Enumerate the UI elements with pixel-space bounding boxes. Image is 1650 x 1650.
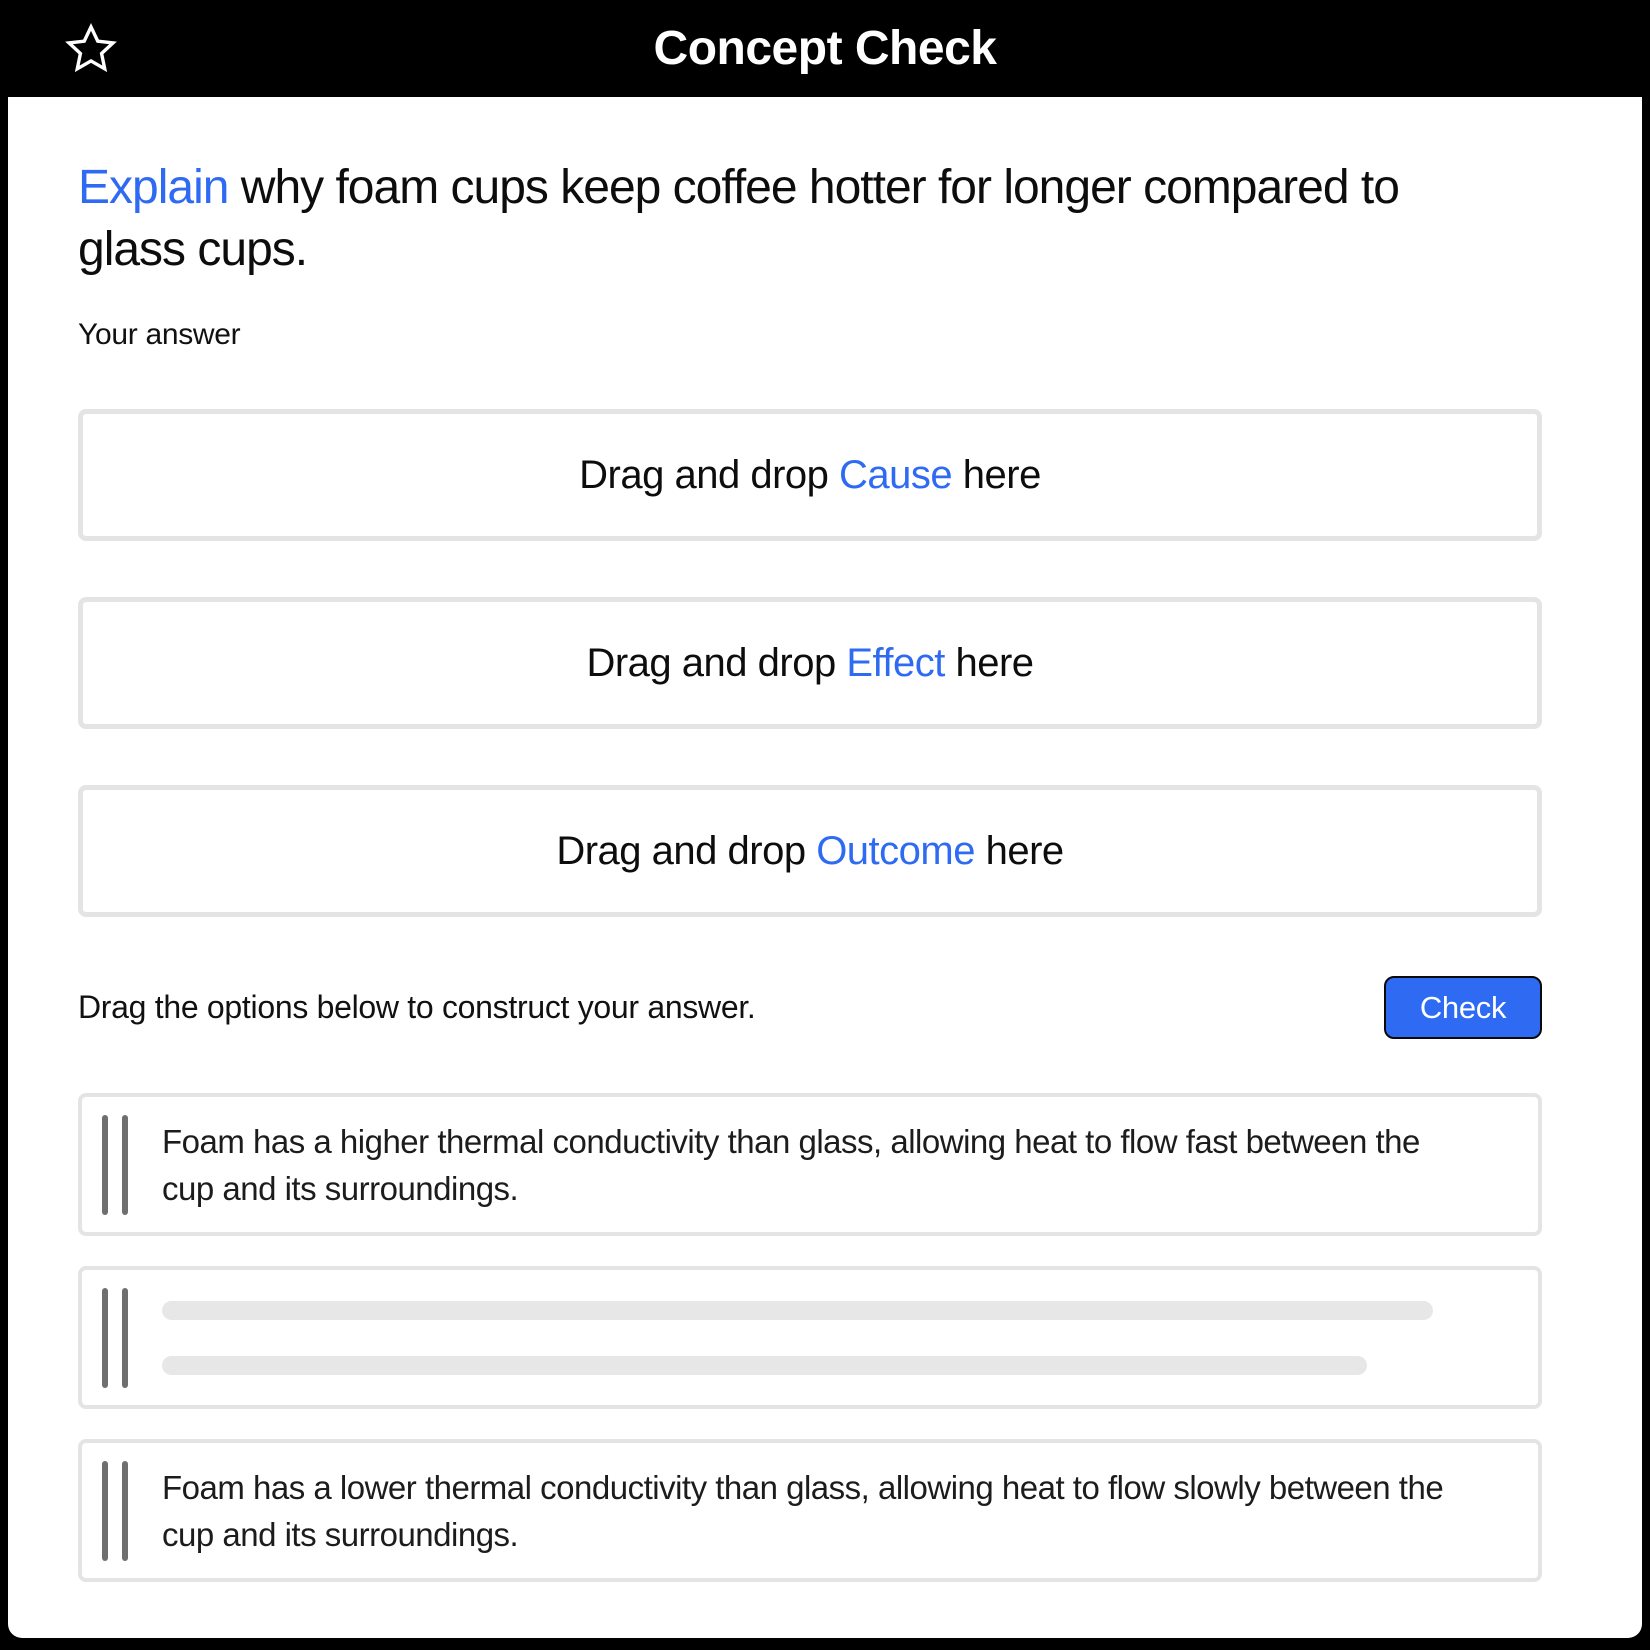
drag-instruction-text: Drag the options below to construct your answer. xyxy=(78,989,756,1025)
option-text: Foam has a lower thermal conductivity than glass, allowing heat to flow slowly between the cup and its surroundings. xyxy=(162,1468,1444,1553)
drag-handle-icon[interactable] xyxy=(102,1115,128,1215)
drop-zone-outcome-label: Drag and drop Outcome here xyxy=(556,828,1064,873)
drop-zone-effect-label: Drag and drop Effect here xyxy=(586,640,1034,685)
your-answer-label: Your answer xyxy=(78,318,241,351)
drop-zone-outcome[interactable] xyxy=(78,785,1542,917)
question-body: why foam cups keep coffee hotter for longer compared to glass cups. xyxy=(78,161,1399,276)
option-skeleton xyxy=(162,1301,1472,1375)
main-panel xyxy=(8,97,1642,1638)
drop-zone-cause-label: Drag and drop Cause here xyxy=(579,452,1041,497)
skeleton-line xyxy=(162,1356,1367,1375)
page-title: Concept Check xyxy=(653,22,997,75)
drag-handle-icon[interactable] xyxy=(102,1288,128,1388)
action-row xyxy=(78,976,1542,1039)
skeleton-line xyxy=(162,1301,1433,1320)
option-card-empty-placeholder[interactable] xyxy=(78,1266,1542,1409)
header-bar xyxy=(0,0,1650,97)
star-icon xyxy=(64,22,118,76)
question-text xyxy=(78,157,1458,281)
option-card-lower-conductivity[interactable] xyxy=(78,1439,1542,1582)
question-keyword: Explain xyxy=(78,161,229,214)
drop-zone-cause[interactable] xyxy=(78,409,1542,541)
drag-handle-icon[interactable] xyxy=(102,1461,128,1561)
options-list xyxy=(78,1093,1542,1582)
option-text: Foam has a higher thermal conductivity than glass, allowing heat to flow fast between the cup and its surroundings. xyxy=(162,1122,1420,1207)
option-card-higher-conductivity[interactable] xyxy=(78,1093,1542,1236)
drop-zone-effect[interactable] xyxy=(78,597,1542,729)
check-button[interactable]: Check xyxy=(1384,976,1542,1039)
